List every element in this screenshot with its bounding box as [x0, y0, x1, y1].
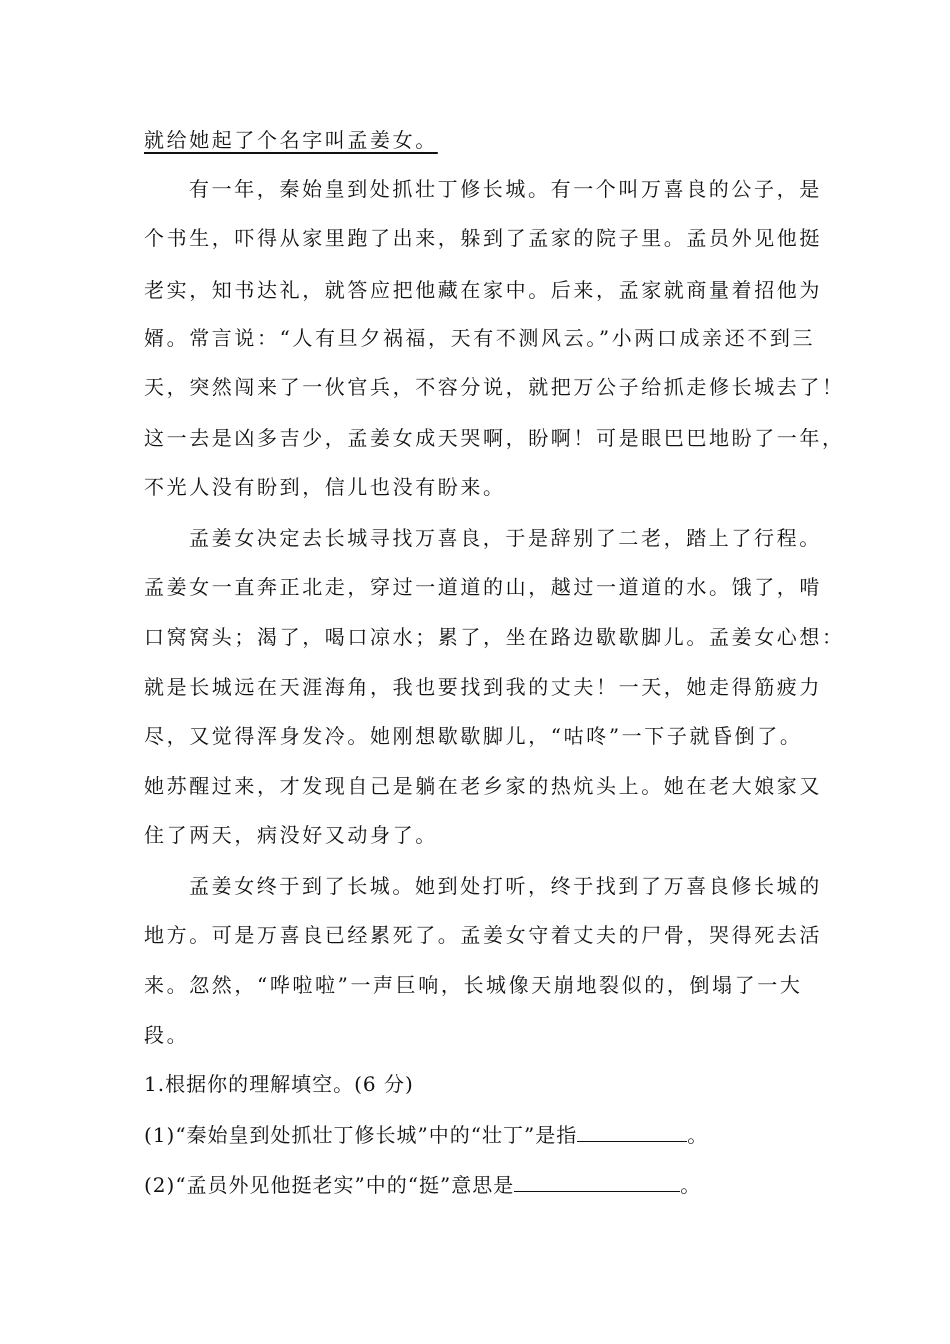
paragraph-1-line: 不光人没有盼到，信儿也没有盼来。 [144, 475, 506, 499]
paragraph-1-line: 老实，知书达礼，就答应把他藏在家中。后来，孟家就商量着招他为 [144, 278, 822, 302]
paragraph-3-line: 孟姜女终于到了长城。她到处打听，终于找到了万喜良修长城的 [189, 874, 822, 898]
paragraph-1-line: 婿。常言说：“人有旦夕祸福，天有不测风云。”小两口成亲还不到三 [144, 326, 816, 350]
paragraph-1-line: 个书生，吓得从家里跑了出来，躲到了孟家的院子里。孟员外见他挺 [144, 226, 822, 250]
question-2 [144, 1170, 701, 1200]
paragraph-2-line: 就是长城远在天涯海角，我也要找到我的丈夫！一天，她走得筋疲力 [144, 675, 822, 699]
paragraph-1-line: 有一年，秦始皇到处抓壮丁修长城。有一个叫万喜良的公子，是 [189, 177, 822, 201]
paragraph-2-line: 她苏醒过来，才发现自己是躺在老乡家的热炕头上。她在老大娘家又 [144, 774, 822, 798]
question-2-text: (2)“孟员外见他挺老实”中的“挺”意思是 [144, 1173, 515, 1197]
question-heading: 1.根据你的理解填空。(6 分) [144, 1072, 414, 1096]
passage-first-line: 就给她起了个名字叫孟姜女。 [144, 128, 438, 152]
question-2-end: 。 [680, 1173, 702, 1197]
paragraph-1-line: 这一去是凶多吉少，孟姜女成天哭啊，盼啊！可是眼巴巴地盼了一年， [144, 426, 845, 450]
paragraph-3-line: 地方。可是万喜良已经累死了。孟姜女守着丈夫的尸骨，哭得死去活 [144, 923, 822, 947]
paragraph-2-line: 孟姜女决定去长城寻找万喜良，于是辞别了二老，踏上了行程。 [189, 526, 822, 550]
question-1-text: (1)“秦始皇到处抓壮丁修长城”中的“壮丁”是指 [144, 1123, 578, 1147]
question-1 [144, 1120, 708, 1150]
paragraph-3-line: 段。 [144, 1023, 190, 1047]
paragraph-3-line: 来。忽然，“哗啦啦”一声巨响，长城像天崩地裂似的，倒塌了一大 [144, 973, 803, 997]
paragraph-1-line: 天，突然闯来了一伙官兵，不容分说，就把万公子给抓走修长城去了！ [144, 375, 845, 399]
paragraph-2-line: 口窝窝头；渴了，喝口凉水；累了，坐在路边歇歇脚儿。孟姜女心想： [144, 625, 845, 649]
paragraph-2-line: 住了两天，病没好又动身了。 [144, 823, 438, 847]
paragraph-2-line: 尽，又觉得浑身发冷。她刚想歇歇脚儿，“咕咚”一下子就昏倒了。 [144, 724, 803, 748]
paragraph-2-line: 孟姜女一直奔正北走，穿过一道道的山，越过一道道的水。饿了，啃 [144, 575, 822, 599]
answer-blank-2[interactable] [514, 1171, 680, 1192]
answer-blank-1[interactable] [577, 1121, 687, 1142]
question-1-end: 。 [687, 1123, 709, 1147]
